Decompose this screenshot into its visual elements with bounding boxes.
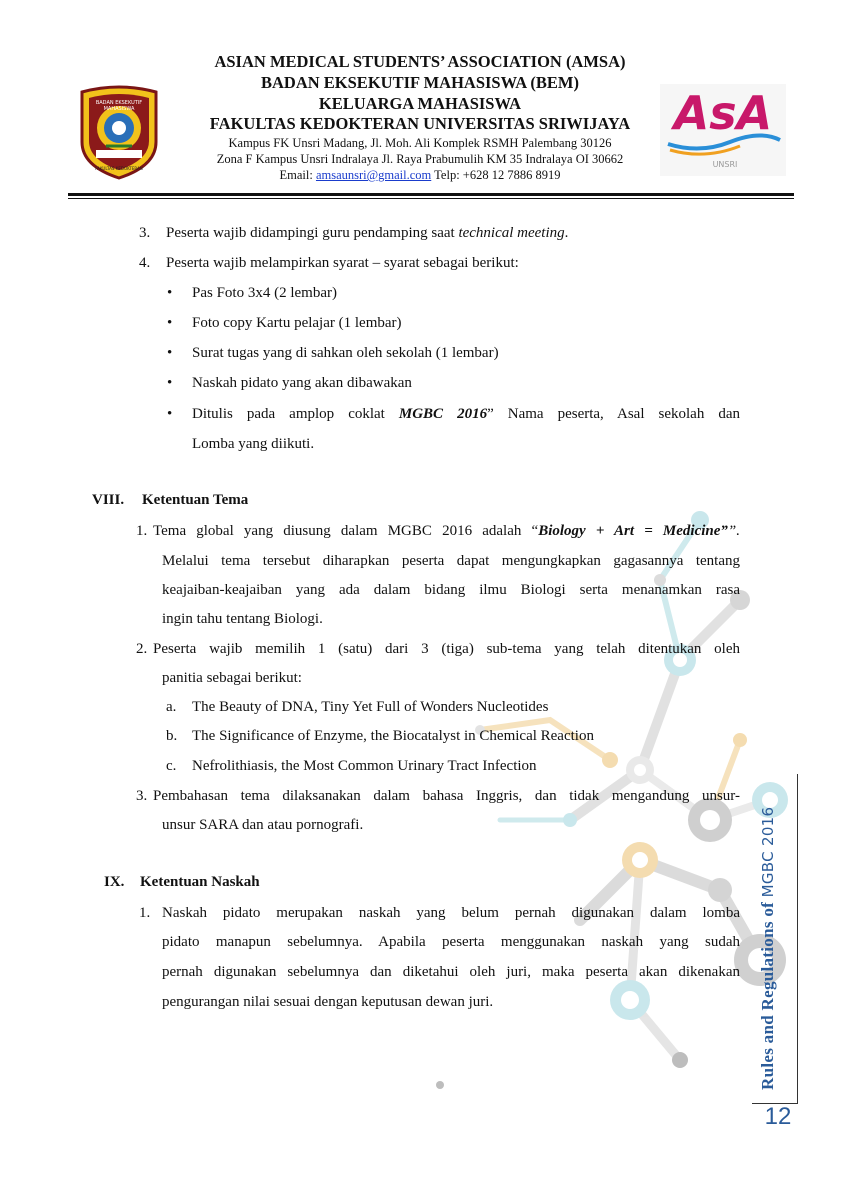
list-item-4-number: 4. xyxy=(139,255,151,271)
subtheme-letter: a. xyxy=(166,699,177,715)
theme-item-1-line1 xyxy=(153,521,740,541)
script-item-1-number: 1. xyxy=(139,905,151,921)
subtheme-item: Nefrolithiasis, the Most Common Urinary Tract Infection xyxy=(192,758,537,774)
header-rule-thin xyxy=(68,198,794,199)
bullet-icon: • xyxy=(167,375,173,391)
theme-item-1-line3: keajaiban-keajaiban yang ada dalam bidang ilmu Biologi serta menanamkan rasa xyxy=(162,582,740,598)
section-8-number: VIII. xyxy=(92,492,125,508)
theme-item-3-line2: unsur SARA dan atau pornografi. xyxy=(162,817,364,833)
subtheme-letter: b. xyxy=(166,728,178,744)
page-number: 12 xyxy=(764,1103,792,1130)
theme-item-1-number: 1. xyxy=(136,523,148,539)
bullet-item: Foto copy Kartu pelajar (1 lembar) xyxy=(192,315,402,331)
envelope-text-c: ” Nama peserta, Asal sekolah dan xyxy=(487,406,740,422)
subtheme-letter: c. xyxy=(166,758,177,774)
bullet-item-envelope-line2: Lomba yang diikuti. xyxy=(192,436,315,452)
script-item-1-line1: Naskah pidato merupakan naskah yang belum pernah digunakan dalam lomba xyxy=(162,905,740,921)
email-label: Email: xyxy=(279,168,313,182)
bullet-icon: • xyxy=(167,406,173,422)
header-faculty: FAKULTAS KEDOKTERAN UNIVERSITAS SRIWIJAYA xyxy=(209,114,631,133)
bullet-icon: • xyxy=(167,345,173,361)
list-item-3-text: Peserta wajib didampingi guru pendamping saat xyxy=(166,225,459,241)
envelope-mgbc: MGBC 2016 xyxy=(398,406,488,422)
list-item-4: Peserta wajib melampirkan syarat – syarat sebagai berikut: xyxy=(166,255,519,271)
header-org-km: KELUARGA MAHASISWA xyxy=(318,94,522,113)
bullet-icon: • xyxy=(167,285,173,301)
list-item-3-italic: technical meeting xyxy=(458,225,565,241)
theme-item-3-line1: Pembahasan tema dilaksanakan dalam bahasa Inggris, dan tidak mengandung unsur- xyxy=(153,788,740,804)
side-title-mark: MGBC 2016 xyxy=(759,806,777,898)
script-item-1-line4: pengurangan nilai sesuai dengan keputusan dewan juri. xyxy=(162,994,494,1010)
theme-item-3-number: 3. xyxy=(136,788,148,804)
list-item-3 xyxy=(166,223,568,243)
theme-item-2-line2: panitia sebagai berikut: xyxy=(162,670,302,686)
theme-item-1-line2: Melalui tema tersebut diharapkan peserta dapat mengungkapkan gagasannya tentang xyxy=(162,553,740,569)
envelope-text-a: Ditulis pada amplop coklat xyxy=(192,406,399,422)
bullet-item: Surat tugas yang di sahkan oleh sekolah (1 lembar) xyxy=(192,345,499,361)
section-9-number: IX. xyxy=(104,874,125,890)
theme-title: Biology + Art = Medicine” xyxy=(538,523,728,539)
list-item-3-end: . xyxy=(564,225,569,241)
script-item-1-line3: pernah digunakan sebelumnya dan diketahui oleh juri, maka peserta akan dikenakan xyxy=(162,964,740,980)
theme-item-2-line1: Peserta wajib memilih 1 (satu) dari 3 (tiga) sub-tema yang telah ditentukan oleh xyxy=(153,641,740,657)
logo-right-text: AsA xyxy=(673,86,773,140)
phone: Telp: +628 12 7886 8919 xyxy=(434,168,561,182)
header-org-bem: BADAN EKSEKUTIF MAHASISWA (BEM) xyxy=(261,73,579,92)
header-org-amsa: ASIAN MEDICAL STUDENTS’ ASSOCIATION (AMSA) xyxy=(214,52,626,71)
theme-item-1-line4: ingin tahu tentang Biologi. xyxy=(162,611,323,627)
logo-left-bottom-text: FAKULTAS KEDOKTERAN xyxy=(95,166,143,171)
header-address-2: Zona F Kampus Unsri Indralaya Jl. Raya Prabumulih KM 35 Indralaya OI 30662 xyxy=(216,152,624,166)
bullet-item: Naskah pidato yang akan dibawakan xyxy=(192,375,412,391)
footer-vertical-line xyxy=(797,774,798,1104)
side-document-title xyxy=(758,807,778,1090)
script-item-1-line2: pidato manapun sebelumnya. Apabila peserta menggunakan naskah yang sudah xyxy=(162,934,740,950)
bullet-icon: • xyxy=(167,315,173,331)
header-address-1: Kampus FK Unsri Madang, Jl. Moh. Ali Komplek RSMH Palembang 30126 xyxy=(228,136,612,150)
subtheme-item: The Significance of Enzyme, the Biocatalyst in Chemical Reaction xyxy=(192,728,594,744)
subtheme-item: The Beauty of DNA, Tiny Yet Full of Wonders Nucleotides xyxy=(192,699,549,715)
bullet-item: Pas Foto 3x4 (2 lembar) xyxy=(192,285,337,301)
section-8-title: Ketentuan Tema xyxy=(142,492,249,508)
theme-item-1-text: Tema global yang diusung dalam MGBC 2016 adalah “ xyxy=(153,523,539,539)
theme-item-1-end: ”. xyxy=(727,523,740,539)
section-9-title: Ketentuan Naskah xyxy=(140,874,260,890)
side-title-text: Rules and Regulations of xyxy=(758,897,777,1090)
header-contact xyxy=(140,168,700,183)
logo-right-caption: UNSRI xyxy=(712,160,738,169)
logo-left-text: BADAN EKSEKUTIF MAHASISWA xyxy=(95,100,143,112)
bullet-item-envelope xyxy=(192,404,740,424)
theme-item-2-number: 2. xyxy=(136,641,148,657)
header-rule-thick xyxy=(68,193,794,196)
list-item-3-number: 3. xyxy=(139,225,151,241)
email-link[interactable]: amsaunsri@gmail.com xyxy=(315,168,432,182)
